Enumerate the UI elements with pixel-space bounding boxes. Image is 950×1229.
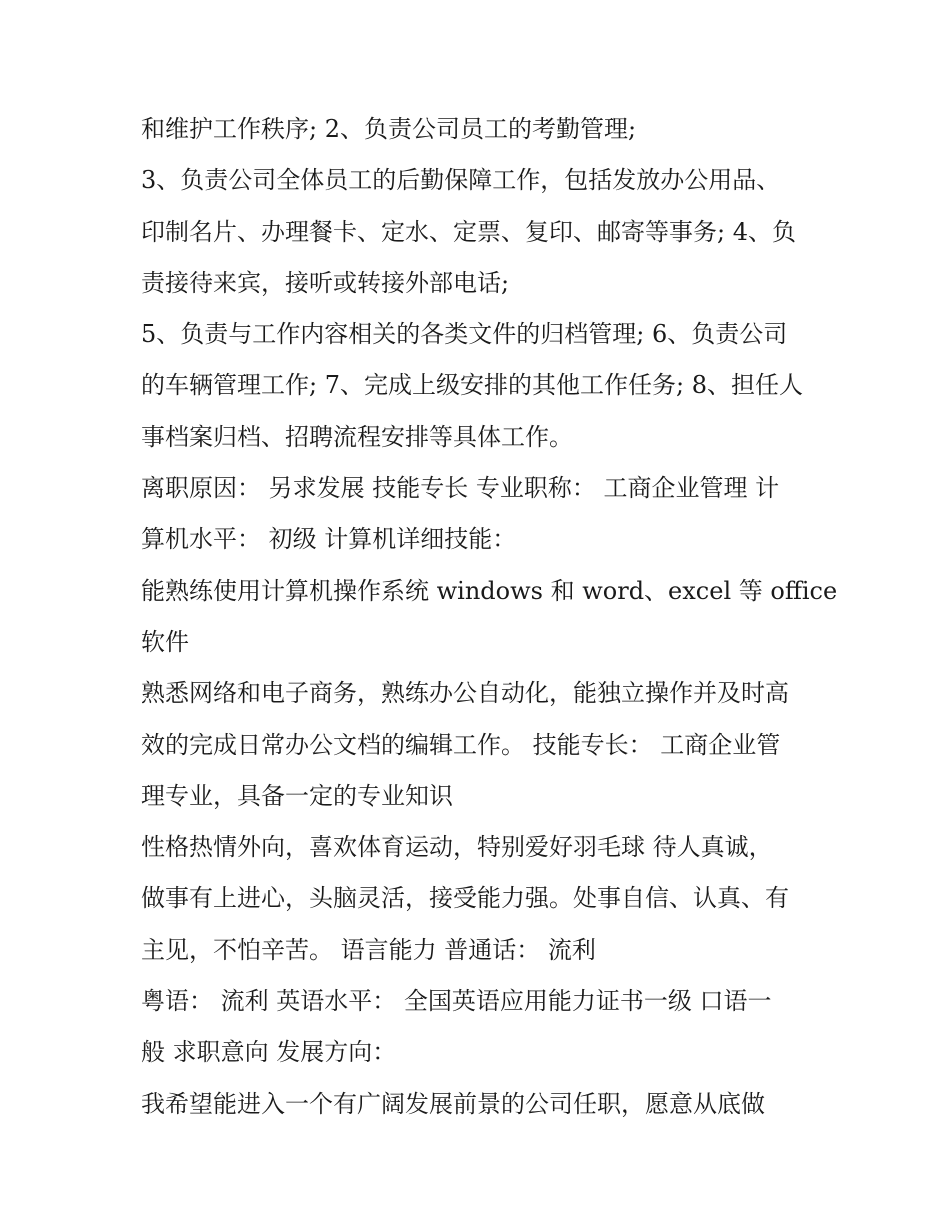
text-line: 和维护工作秩序; 2、负责公司员工的考勤管理;	[141, 115, 637, 143]
text-line: 3、负责公司全体员工的后勤保障工作，包括发放办公用品、	[141, 166, 781, 195]
paragraph-duties-5-8	[141, 309, 821, 463]
text-line: 理专业，具备一定的专业知识	[141, 781, 453, 810]
paragraph-career-goal	[141, 1079, 821, 1130]
text-line: 性格热情外向，喜欢体育运动，特别爱好羽毛球 待人真诚，	[141, 833, 773, 862]
text-line: 做事有上进心，头脑灵活，接受能力强。处事自信、认真、有	[141, 884, 789, 913]
paragraph-languages	[141, 976, 821, 1079]
text-line: 效的完成日常办公文档的编辑工作。 技能专长： 工商企业管	[141, 730, 781, 759]
paragraph-computer-skills	[141, 566, 838, 669]
text-line: 粤语： 流利 英语水平： 全国英语应用能力证书一级 口语一	[141, 987, 772, 1016]
text-line: 熟悉网络和电子商务，熟练办公自动化，能独立操作并及时高	[141, 679, 789, 708]
document-body	[141, 104, 838, 1130]
text-line: 能熟练使用计算机操作系统 windows 和 word、excel 等 office	[141, 576, 838, 605]
paragraph-duties-1	[141, 104, 821, 155]
text-line: 责接待来宾，接听或转接外部电话;	[141, 268, 510, 297]
text-line: 软件	[141, 627, 189, 656]
text-line: 离职原因： 另求发展 技能专长 专业职称： 工商企业管理 计	[141, 474, 780, 503]
text-line: 我希望能进入一个有广阔发展前景的公司任职，愿意从底做	[141, 1089, 765, 1118]
text-line: 般 求职意向 发展方向：	[141, 1038, 397, 1067]
paragraph-office-skills	[141, 668, 821, 822]
paragraph-duties-3-4	[141, 155, 821, 309]
text-line: 的车辆管理工作; 7、完成上级安排的其他工作任务; 8、担任人	[141, 371, 803, 400]
text-line: 印制名片、办理餐卡、定水、定票、复印、邮寄等事务; 4、负	[141, 217, 796, 246]
text-line: 算机水平： 初级 计算机详细技能：	[141, 525, 517, 554]
paragraph-personality	[141, 822, 821, 976]
text-line: 5、负责与工作内容相关的各类文件的归档管理; 6、负责公司	[141, 320, 788, 349]
paragraph-leave-reason	[141, 463, 821, 566]
text-line: 主见，不怕辛苦。 语言能力 普通话： 流利	[141, 935, 596, 964]
text-line: 事档案归档、招聘流程安排等具体工作。	[141, 422, 573, 451]
